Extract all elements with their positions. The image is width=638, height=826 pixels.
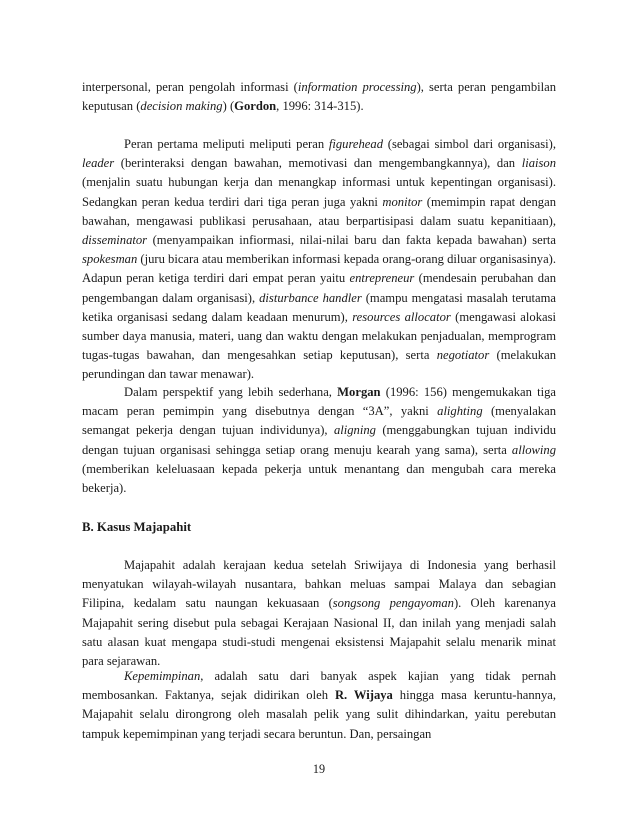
paragraph-mintzberg-roles: Peran pertama meliputi meliputi peran figurehead (sebagai simbol dari organisasi), leader (berinteraksi dengan bawahan, memotivasi dan mengembangkannya), dan liaison (menjalin suatu hubungan kerja dan menangkap informasi untuk kepentingan organisasi). Sedangkan peran kedua terdiri dari tiga peran juga yakni monitor (memimpin rapat dengan bawahan, mengawasi publikasi perusahaan, atau berpartisipasi dalam suatu kepanitiaan), disseminator (menyampaikan infiormasi, nilai-nilai baru dan fakta kepada bawahan) serta spokesman (juru bicara atau memberikan informasi kepada orang-orang diluar organisasinya). Adapun peran ketiga terdiri dari empat peran yaitu entrepreneur (mendesain perubahan dan pengembangan dalam organisasi), disturbance handler (mampu mengatasi masalah terutama ketika organisasi sedang dalam keadaan menurum), resources allocator (mengawasi alokasi sumber daya manusia, materi, uang dan waktu dengan melakukan penjadualan, memprogram tugas-tugas bawahan, dan mengesahkan setiap keputusan), serta negotiator (melakukan perundingan dan tawar menawar). xyxy=(82,137,556,382)
paragraph-majapahit-intro: Majapahit adalah kerajaan kedua setelah Sriwijaya di Indonesia yang berhasil menyatukan wilayah-wilayah nusantara, bahkan meluas sampai Malaya dan sebagian Filipina, kedalam satu naungan kekuasaan (songsong pengayoman). Oleh karenanya Majapahit sering disebut pula sebagai Kerajaan Nasional II, dan inilah yang menjadi salah satu alasan kuat mengapa studi-studi mengenai eksistensi Majapahit selalu menarik minat para sejarawan. xyxy=(82,558,556,669)
paragraph-roles-summary: interpersonal, peran pengolah informasi (information processing), serta peran pengambilan keputusan (decision making) (Gordon, 1996: 314-315). xyxy=(82,80,557,114)
paragraph-leadership: Kepemimpinan, adalah satu dari banyak aspek kajian yang tidak pernah membosankan. Faktanya, sejak didirikan oleh R. Wijaya hingga masa keruntu-hannya, Majapahit selalu dirongrong oleh masalah pelik yang sulit dihindarkan, yaitu perebutan tampuk kepemimpinan yang terjadi secara beruntun. Dan, persaingan xyxy=(82,669,556,741)
paragraph-morgan-3a: Dalam perspektif yang lebih sederhana, Morgan (1996: 156) mengemukakan tiga macam peran pemimpin yang disebutnya dengan “3A”, yakni alighting (menyalakan semangat pekerja dengan tujuan individunya), aligning (menggabungkan tujuan individu dengan tujuan organisasi sehingga setiap orang menuju kearah yang sama), serta allowing (memberikan keleluasaan kepada pekerja untuk menantang dan mengubah cara mereka bekerja). xyxy=(82,385,556,496)
page-number: 19 xyxy=(312,762,326,776)
section-heading: B. Kasus Majapahit xyxy=(82,520,192,534)
